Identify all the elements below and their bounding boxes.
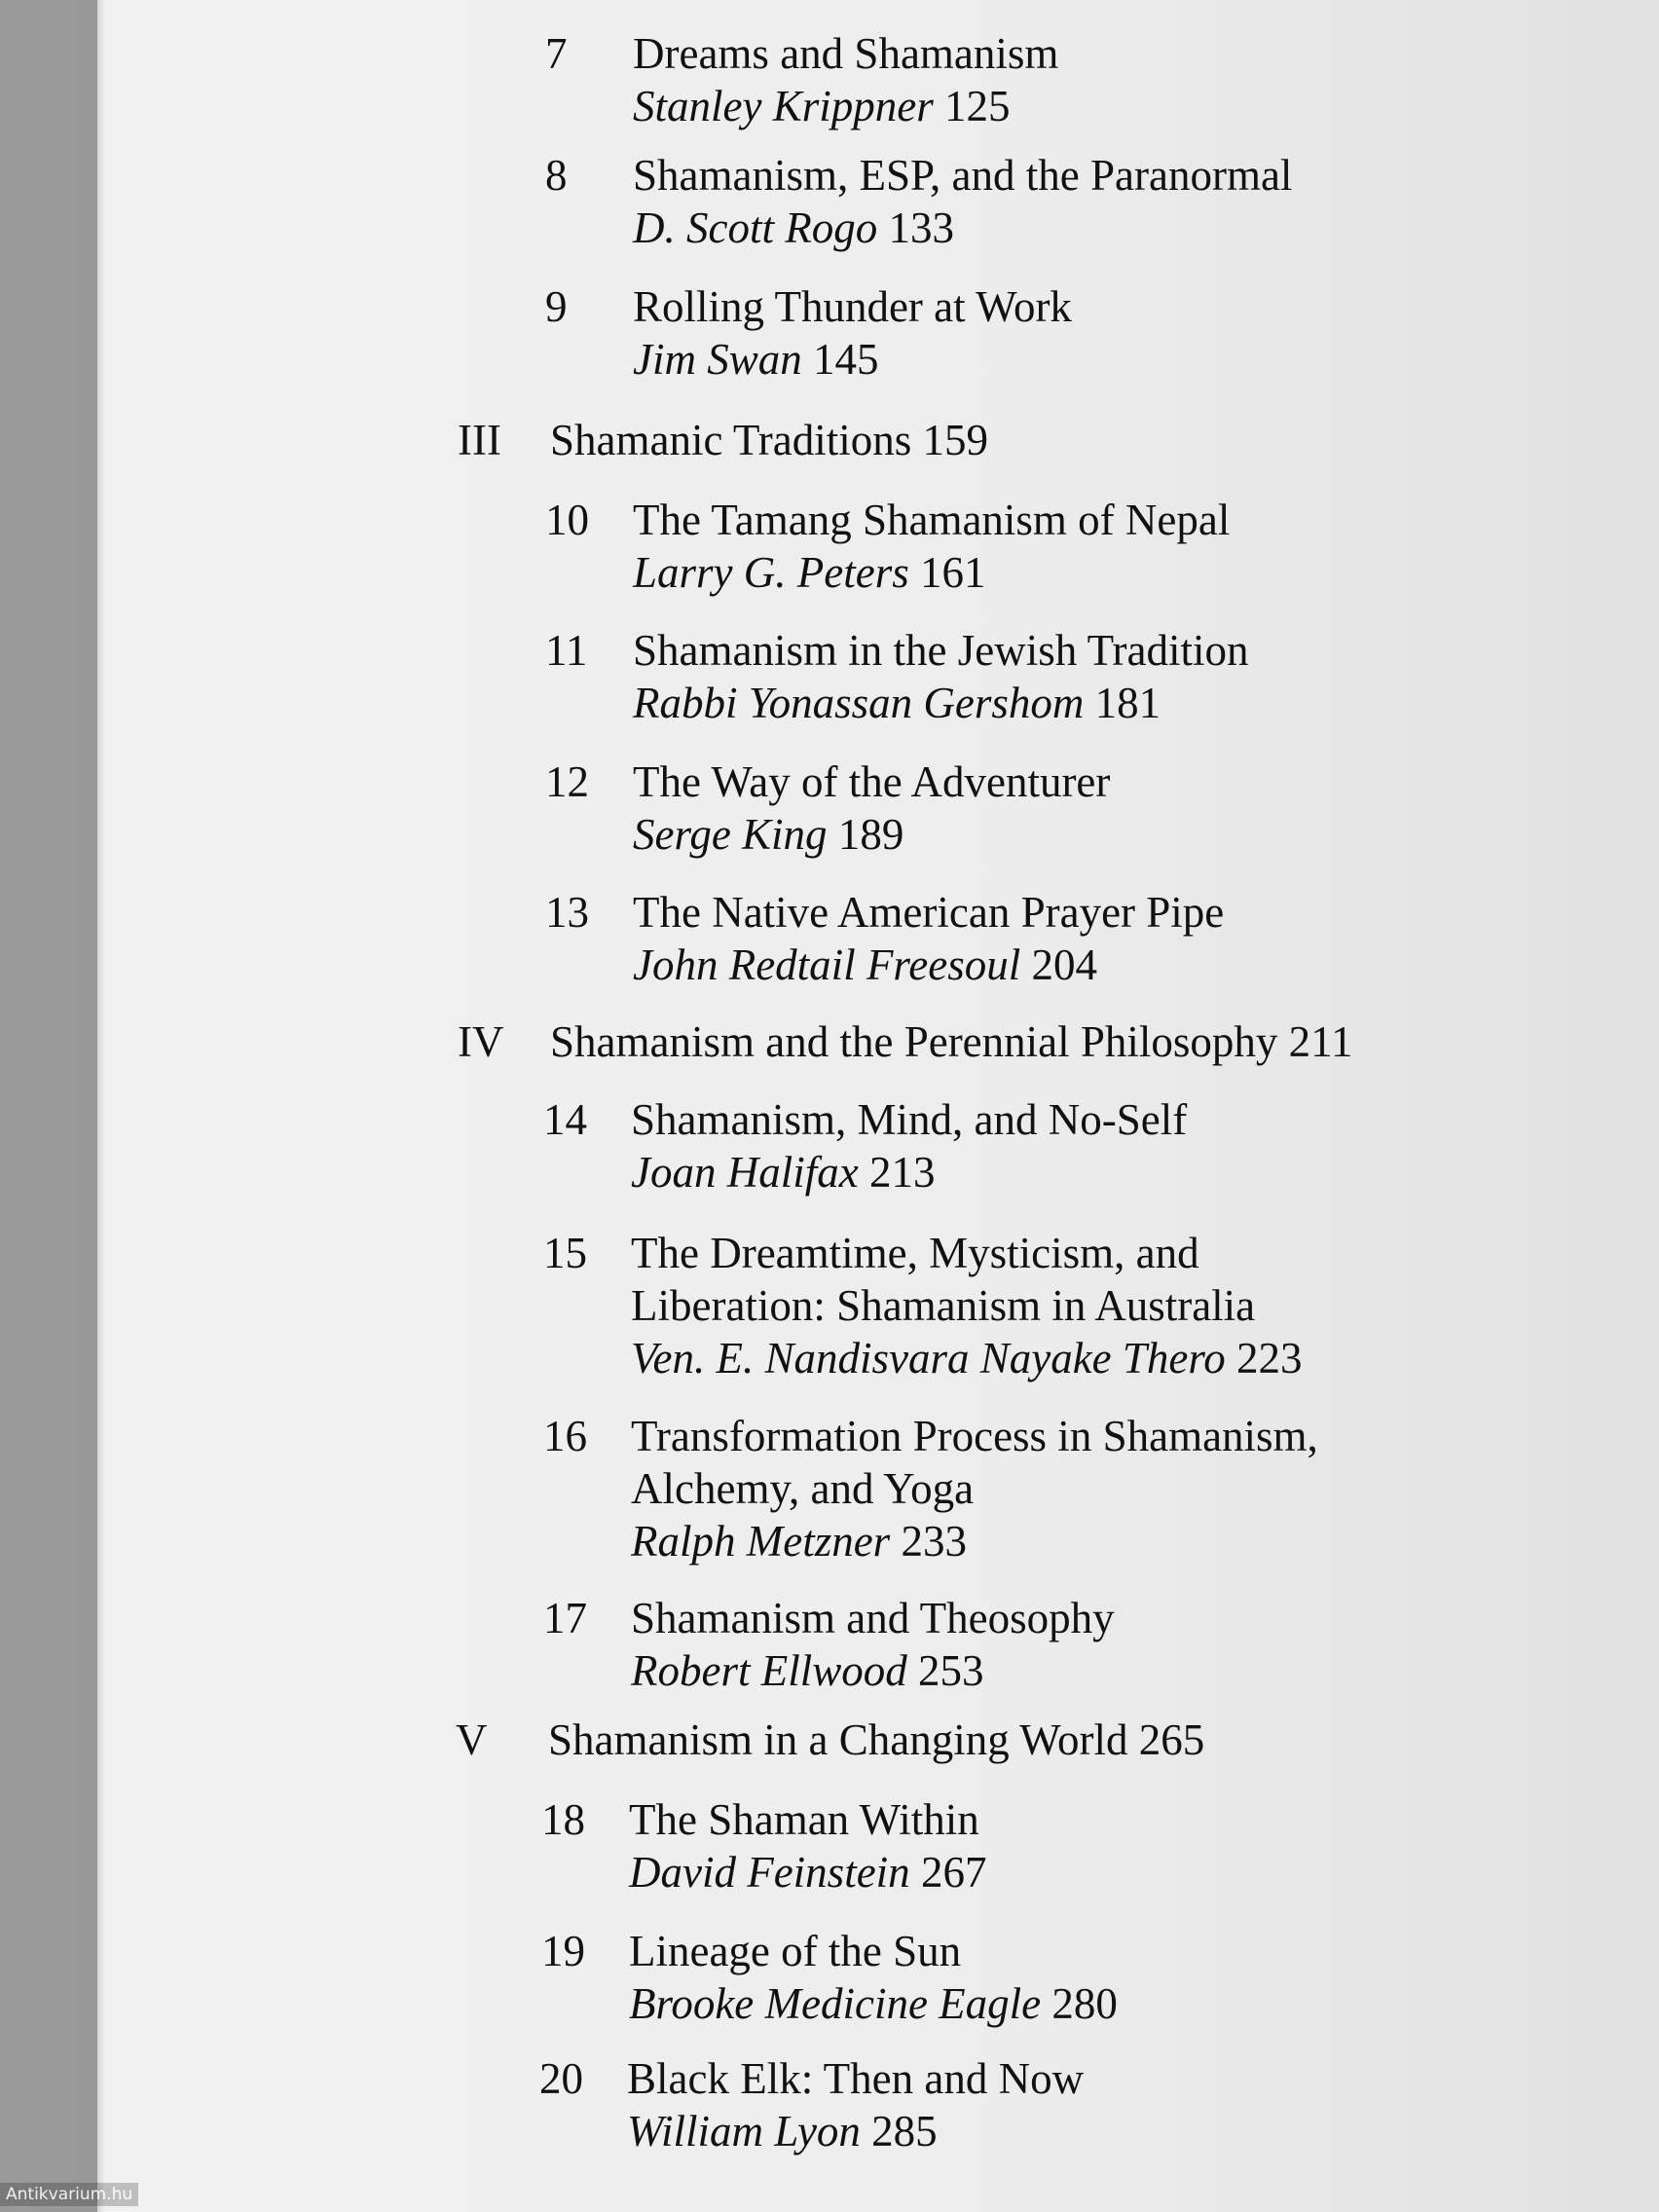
chapter-title: Dreams and Shamanism: [633, 29, 1059, 78]
page-edge: [97, 0, 105, 2212]
page-number: 181: [1094, 679, 1161, 727]
chapter-title: The Shaman Within: [629, 1795, 979, 1844]
chapter-title-line: The Dreamtime, Mysticism, and: [631, 1229, 1199, 1277]
chapter-number: 12: [545, 757, 589, 806]
chapter-number: 15: [543, 1229, 587, 1277]
page-number: 189: [837, 810, 904, 859]
page-number: 125: [943, 82, 1011, 130]
chapter-number: 19: [541, 1927, 585, 1975]
chapter-number: 7: [545, 29, 568, 78]
part-title: Shamanic Traditions: [550, 416, 912, 464]
chapter-number: 17: [543, 1594, 587, 1642]
chapter-author: David Feinstein: [629, 1848, 910, 1897]
book-page: [105, 0, 1659, 2212]
page-number: 285: [871, 2107, 938, 2156]
chapter-number: 16: [543, 1412, 587, 1460]
chapter-number: 9: [545, 282, 568, 331]
chapter-title: Lineage of the Sun: [629, 1927, 962, 1975]
chapter-author: Stanley Krippner: [633, 82, 934, 130]
chapter-author: William Lyon: [627, 2107, 861, 2156]
chapter-title: Shamanism in the Jewish Tradition: [633, 626, 1249, 675]
chapter-number: 11: [545, 626, 588, 675]
part-number: V: [456, 1715, 488, 1764]
chapter-title: Rolling Thunder at Work: [633, 282, 1072, 331]
chapter-title: The Native American Prayer Pipe: [633, 888, 1225, 937]
page-number: 204: [1031, 940, 1097, 989]
chapter-title-line: Alchemy, and Yoga: [631, 1464, 975, 1513]
chapter-title: Shamanism, ESP, and the Paranormal: [633, 151, 1293, 200]
page-number: 233: [901, 1517, 967, 1566]
chapter-title: Black Elk: Then and Now: [627, 2054, 1085, 2103]
table-of-contents: [105, 0, 1659, 2212]
chapter-author: Rabbi Yonassan Gershom: [633, 679, 1085, 727]
page-number: 213: [868, 1148, 936, 1197]
chapter-title: The Tamang Shamanism of Nepal: [633, 496, 1231, 544]
chapter-title: Shamanism and Theosophy: [631, 1594, 1115, 1642]
chapter-author: Serge King: [633, 810, 828, 859]
chapter-author: Ven. E. Nandisvara Nayake Thero: [631, 1334, 1226, 1382]
page-number: 161: [919, 548, 986, 597]
chapter-author: Brooke Medicine Eagle: [629, 1979, 1042, 2028]
page-number: 211: [1288, 1017, 1353, 1066]
chapter-author: D. Scott Rogo: [633, 203, 878, 252]
chapter-number: 18: [541, 1795, 585, 1844]
part-number: IV: [458, 1017, 504, 1066]
chapter-author: Robert Ellwood: [631, 1646, 907, 1695]
page-number: 145: [813, 335, 879, 384]
chapter-title: The Way of the Adventurer: [633, 757, 1111, 806]
chapter-author: Joan Halifax: [631, 1148, 859, 1197]
page-number: 253: [917, 1646, 984, 1695]
chapter-author: Jim Swan: [633, 335, 802, 384]
watermark-text: Antikvarium.hu: [0, 2183, 138, 2206]
chapter-number: 20: [539, 2054, 583, 2103]
chapter-number: 8: [545, 151, 568, 200]
page-number: 133: [888, 203, 954, 252]
page-number: 159: [922, 416, 989, 464]
page-number: 265: [1138, 1715, 1205, 1764]
part-title: Shamanism and the Perennial Philosophy: [550, 1017, 1278, 1066]
chapter-author: John Redtail Freesoul: [633, 940, 1021, 989]
chapter-author: Larry G. Peters: [633, 548, 909, 597]
page-number: 223: [1236, 1334, 1303, 1382]
chapter-number: 13: [545, 888, 589, 937]
chapter-title-line: Liberation: Shamanism in Australia: [631, 1281, 1256, 1330]
chapter-title: Shamanism, Mind, and No-Self: [631, 1095, 1188, 1144]
chapter-author: Ralph Metzner: [631, 1517, 891, 1566]
chapter-title-line: Transformation Process in Shamanism,: [631, 1412, 1318, 1460]
chapter-number: 10: [545, 496, 589, 544]
chapter-number: 14: [543, 1095, 587, 1144]
part-title: Shamanism in a Changing World: [548, 1715, 1128, 1764]
part-number: III: [458, 416, 501, 464]
page-number: 267: [920, 1848, 987, 1897]
page-number: 280: [1051, 1979, 1118, 2028]
